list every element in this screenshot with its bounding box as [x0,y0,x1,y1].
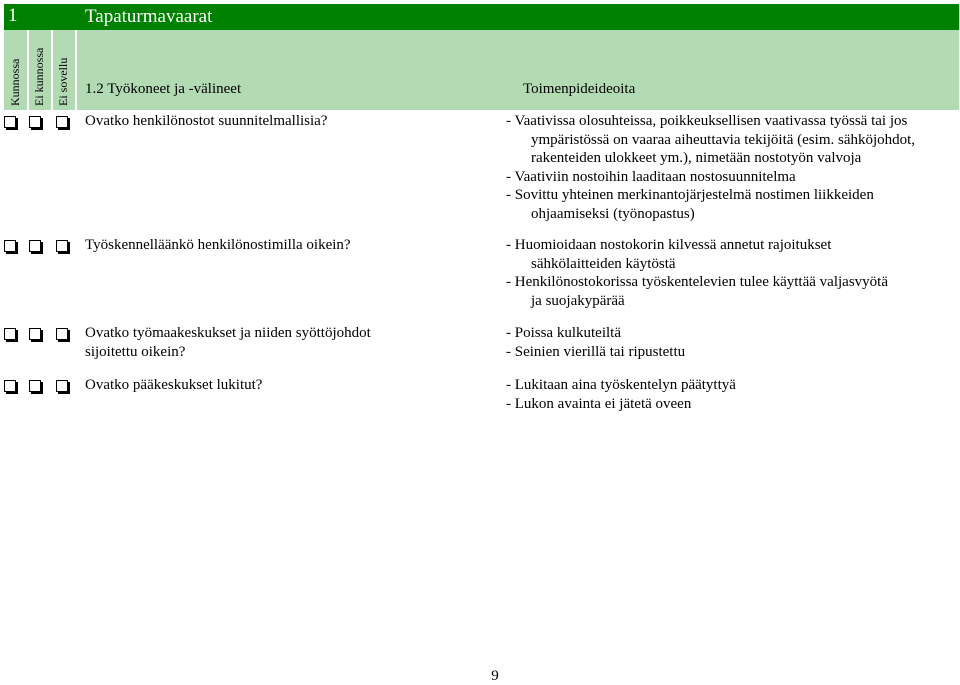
subsection-title: 1.2 Työkoneet ja -välineet [85,81,242,97]
measure-line: ohjaamiseksi (työnopastus) [531,205,695,222]
question-line: Ovatko työmaakeskukset ja niiden syöttöjohdot [85,325,371,341]
measures-text [506,376,736,413]
table-header [4,30,959,110]
checkbox-ei-sovellu[interactable] [56,328,68,340]
measures-header: Toimenpideideoita [523,81,636,97]
column-divider [75,30,77,110]
checkbox-ei-kunnossa[interactable] [29,116,41,128]
measure-line: rakenteiden ulokkeet ym.), nimetään nostotyön valvoja [531,150,862,166]
checkbox-kunnossa[interactable] [4,116,16,128]
measure-line: - Seinien vierillä tai ripustettu [506,343,686,360]
measures-text [506,324,685,361]
measure-line: - Huomioidaan nostokorin kilvessä annetut rajoitukset [506,237,832,253]
question-line: sijoitettu oikein? [85,343,186,360]
measure-line: ja suojakypärää [531,292,625,309]
measure-line: - Poissa kulkuteiltä [506,325,621,341]
checkbox-ei-kunnossa[interactable] [29,380,41,392]
checkbox-kunnossa[interactable] [4,380,16,392]
question-text [85,376,262,395]
measure-line: - Lukitaan aina työskentelyn päätyttyä [506,377,736,393]
section-number: 1 [8,5,18,26]
measure-line: - Sovittu yhteinen merkinantojärjestelmä nostimen liikkeiden [506,187,874,203]
measure-line: - Vaativiin nostoihin laaditaan nostosuunnitelma [506,168,796,185]
status-column-kunnossa: Kunnossa [8,58,22,106]
measure-line: - Vaativissa olosuhteissa, poikkeuksellisen vaativassa työssä tai jos [506,113,908,129]
checkbox-ei-sovellu[interactable] [56,116,68,128]
checkbox-ei-sovellu[interactable] [56,240,68,252]
column-divider [27,30,29,110]
measure-line: ympäristössä on vaaraa aiheuttavia tekijöitä (esim. sähköjohdot, [531,131,916,148]
status-column-ei-kunnossa: Ei kunnossa [32,47,46,106]
checkbox-ei-kunnossa[interactable] [29,240,41,252]
measures-text [506,236,888,310]
question-line: Ovatko henkilönostot suunnitelmallisia? [85,113,328,129]
status-column-ei-sovellu: Ei sovellu [56,57,70,106]
section-title: Tapaturmavaarat [85,6,213,27]
column-divider [51,30,53,110]
page-number: 9 [491,668,499,684]
question-text [85,324,371,361]
question-text [85,112,327,131]
measure-line: sähkölaitteiden käytöstä [531,255,676,272]
checkbox-ei-kunnossa[interactable] [29,328,41,340]
question-line: Työskennelläänkö henkilönostimilla oikein? [85,237,351,253]
measures-text [506,112,915,223]
question-text [85,236,351,255]
checkbox-kunnossa[interactable] [4,240,16,252]
checkbox-kunnossa[interactable] [4,328,16,340]
question-line: Ovatko pääkeskukset lukitut? [85,377,263,393]
measure-line: - Henkilönostokorissa työskentelevien tulee käyttää valjasvyötä [506,274,888,290]
measure-line: - Lukon avainta ei jätetä oveen [506,395,692,412]
checkbox-ei-sovellu[interactable] [56,380,68,392]
